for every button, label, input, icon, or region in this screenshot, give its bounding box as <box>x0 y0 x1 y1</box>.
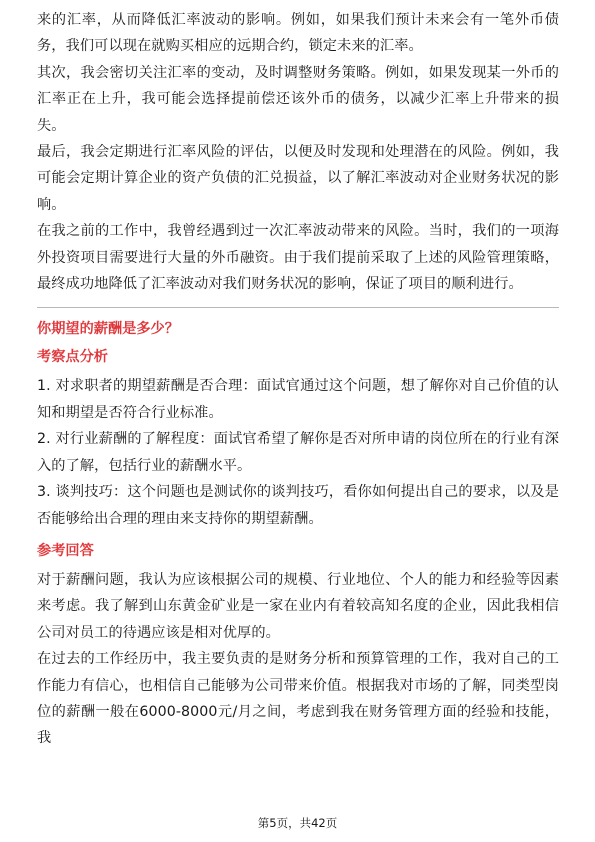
analysis-item: 1. 对求职者的期望薪酬是否合理：面试官通过这个问题，想了解你对自己价值的认知和期望是否符合行业标准。 <box>37 378 559 421</box>
body-paragraph: 来的汇率，从而降低汇率波动的影响。例如，如果我们预计未来会有一笔外币债务，我们可以现在就购买相应的远期合约，锁定未来的汇率。 <box>37 12 559 55</box>
body-paragraph: 其次，我会密切关注汇率的变动，及时调整财务策略。例如，如果发现某一外币的汇率正在上升，我可能会选择提前偿还该外币的债务，以减少汇率上升带来的损失。 <box>37 64 559 134</box>
document-page <box>37 7 559 752</box>
analysis-item: 2. 对行业薪酬的了解程度：面试官希望了解你是否对所申请的岗位所在的行业有深入的了解，包括行业的薪酬水平。 <box>37 431 559 474</box>
question-title: 你期望的薪酬是多少？ <box>37 321 179 338</box>
answer-heading: 参考回答 <box>37 542 94 559</box>
analysis-heading: 考察点分析 <box>37 349 108 366</box>
section-divider <box>37 307 559 308</box>
page-number-footer: 第5页，共42页 <box>257 816 338 830</box>
body-paragraph: 在我之前的工作中，我曾经遇到过一次汇率波动带来的风险。当时，我们的一项海外投资项目需要进行大量的外币融资。由于我们提前采取了上述的风险管理策略，最终成功地降低了汇率波动对我们财务状况的影响，保证了项目的顺利进行。 <box>37 223 559 293</box>
body-paragraph: 最后，我会定期进行汇率风险的评估，以便及时发现和处理潜在的风险。例如，我可能会定期计算企业的资产负债的汇兑损益，以了解汇率波动对企业财务状况的影响。 <box>37 144 559 213</box>
analysis-item: 3. 谈判技巧：这个问题也是测试你的谈判技巧，看你如何提出自己的要求，以及是否能够给出合理的理由来支持你的期望薪酬。 <box>37 484 559 527</box>
answer-paragraph: 对于薪酬问题，我认为应该根据公司的规模、行业地位、个人的能力和经验等因素来考虑。我了解到山东黄金矿业是一家在业内有着较高知名度的企业，因此我相信公司对员工的待遇应该是相对优厚的。 <box>37 571 559 641</box>
answer-paragraph: 在过去的工作经历中，我主要负责的是财务分析和预算管理的工作，我对自己的工作能力有信心，也相信自己能够为公司带来价值。根据我对市场的了解，同类型岗位的薪酬一般在6000-8000元/月之间，考虑到我在财务管理方面的经验和技能，我 <box>37 651 559 747</box>
